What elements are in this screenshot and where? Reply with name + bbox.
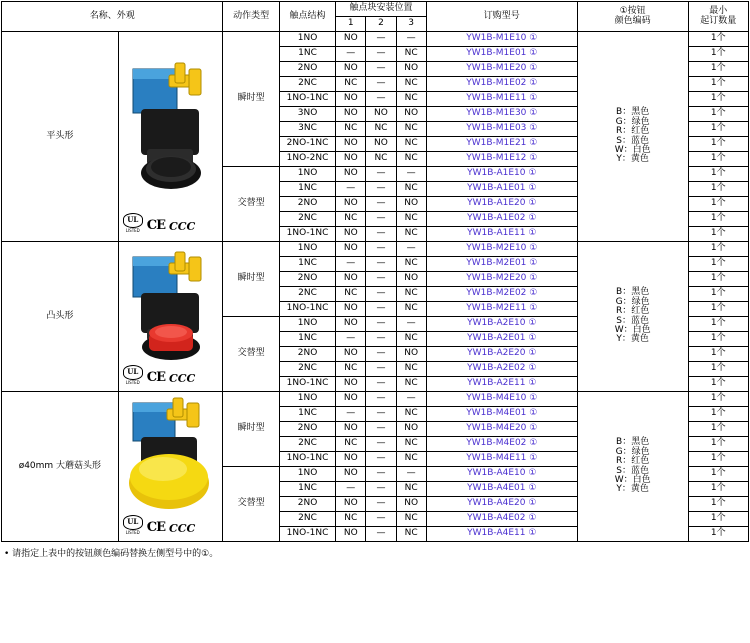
- contact-structure: 2NO: [279, 272, 335, 287]
- pos-2-value: —: [366, 212, 396, 227]
- pos-3-value: —: [396, 317, 426, 332]
- contact-structure: 2NC: [279, 77, 335, 92]
- color-code-list-2: [577, 242, 688, 392]
- pos-2-value: NC: [366, 152, 396, 167]
- header-pos-2: 2: [366, 17, 396, 32]
- pos-2-value: —: [366, 437, 396, 452]
- min-qty-value: 1个: [688, 227, 749, 242]
- ccc-icon: CCC: [169, 219, 196, 233]
- color-code-w: W：白色: [614, 324, 651, 335]
- pos-3-value: NC: [396, 182, 426, 197]
- color-code-b: B：黑色: [616, 107, 650, 118]
- pos-3-value: NC: [396, 257, 426, 272]
- contact-structure: 1NC: [279, 182, 335, 197]
- pos-2-value: —: [366, 167, 396, 182]
- product-spec-table: [1, 1, 749, 542]
- pos-2-value: —: [366, 257, 396, 272]
- order-model[interactable]: YW1B-A1E01 ①: [426, 182, 577, 197]
- pos-3-value: NC: [396, 362, 426, 377]
- pos-1-value: NO: [336, 527, 366, 542]
- min-qty-value: 1个: [688, 482, 749, 497]
- color-code-s: S：蓝色: [616, 465, 649, 476]
- order-model[interactable]: YW1B-A4E02 ①: [426, 512, 577, 527]
- pos-1-value: NO: [336, 167, 366, 182]
- ccc-icon: CCC: [169, 521, 196, 535]
- pos-3-value: NO: [396, 197, 426, 212]
- order-model[interactable]: YW1B-M4E20 ①: [426, 422, 577, 437]
- pos-2-value: NC: [366, 122, 396, 137]
- color-code-r: R：红色: [616, 306, 650, 317]
- table-row: [2, 242, 749, 257]
- color-code-y: Y：黄色: [616, 484, 649, 495]
- pos-1-value: NO: [336, 422, 366, 437]
- ul-icon: UL: [123, 213, 143, 228]
- pos-3-value: NC: [396, 437, 426, 452]
- order-model[interactable]: YW1B-M1E20 ①: [426, 62, 577, 77]
- pos-3-value: NO: [396, 107, 426, 122]
- pos-1-value: —: [336, 482, 366, 497]
- contact-structure: 2NO: [279, 197, 335, 212]
- pos-1-value: NO: [336, 62, 366, 77]
- order-model[interactable]: YW1B-A2E02 ①: [426, 362, 577, 377]
- contact-structure: 1NO: [279, 242, 335, 257]
- order-model[interactable]: YW1B-M4E01 ①: [426, 407, 577, 422]
- color-code-y: Y：黄色: [616, 334, 649, 345]
- pos-3-value: NO: [396, 347, 426, 362]
- color-code-y: Y：黄色: [616, 154, 649, 165]
- section-name-extended: 凸头形: [2, 242, 119, 392]
- header-mount-position: 触点块安装位置: [336, 2, 427, 17]
- pos-1-value: NO: [336, 152, 366, 167]
- pos-3-value: NC: [396, 452, 426, 467]
- pos-2-value: —: [366, 392, 396, 407]
- pos-3-value: —: [396, 167, 426, 182]
- pos-1-value: NO: [336, 377, 366, 392]
- color-code-g: G：绿色: [615, 446, 650, 457]
- contact-structure: 2NC: [279, 437, 335, 452]
- ul-icon: UL: [123, 515, 143, 530]
- contact-structure: 1NO-1NC: [279, 452, 335, 467]
- contact-structure: 1NC: [279, 47, 335, 62]
- pos-2-value: NO: [366, 137, 396, 152]
- pos-3-value: —: [396, 467, 426, 482]
- pos-3-value: NC: [396, 47, 426, 62]
- color-code-list-1: [577, 32, 688, 242]
- pos-1-value: NO: [336, 107, 366, 122]
- order-model[interactable]: YW1B-M4E10 ①: [426, 392, 577, 407]
- contact-structure: 1NO-1NC: [279, 227, 335, 242]
- contact-structure: 1NO: [279, 32, 335, 47]
- min-qty-value: 1个: [688, 122, 749, 137]
- min-qty-value: 1个: [688, 467, 749, 482]
- action-type-momentary-1: 瞬时型: [223, 32, 279, 167]
- header-min-qty: 最小 起订数量: [688, 2, 749, 32]
- min-qty-value: 1个: [688, 362, 749, 377]
- certification-marks: [123, 213, 196, 233]
- order-model[interactable]: YW1B-M1E03 ①: [426, 122, 577, 137]
- min-qty-value: 1个: [688, 212, 749, 227]
- action-type-momentary-3: 瞬时型: [223, 392, 279, 467]
- min-qty-value: 1个: [688, 107, 749, 122]
- pos-2-value: —: [366, 272, 396, 287]
- min-qty-value: 1个: [688, 317, 749, 332]
- ce-icon: CE: [146, 519, 166, 535]
- min-qty-value: 1个: [688, 92, 749, 107]
- pos-3-value: —: [396, 242, 426, 257]
- pos-2-value: —: [366, 362, 396, 377]
- pos-2-value: —: [366, 467, 396, 482]
- order-model[interactable]: YW1B-A2E20 ①: [426, 347, 577, 362]
- product-image-flush: [118, 32, 223, 242]
- pos-1-value: NO: [336, 392, 366, 407]
- order-model[interactable]: YW1B-A4E11 ①: [426, 527, 577, 542]
- order-model[interactable]: YW1B-A2E11 ①: [426, 377, 577, 392]
- min-qty-value: 1个: [688, 182, 749, 197]
- contact-structure: 1NO: [279, 167, 335, 182]
- pos-2-value: —: [366, 452, 396, 467]
- pos-1-value: NC: [336, 437, 366, 452]
- min-qty-value: 1个: [688, 197, 749, 212]
- color-code-r: R：红色: [616, 126, 650, 137]
- contact-structure: 2NO: [279, 497, 335, 512]
- pos-3-value: NC: [396, 332, 426, 347]
- contact-structure: 1NO-1NC: [279, 377, 335, 392]
- pos-1-value: NO: [336, 452, 366, 467]
- contact-structure: 3NO: [279, 107, 335, 122]
- order-model[interactable]: YW1B-M2E11 ①: [426, 302, 577, 317]
- pos-1-value: NO: [336, 302, 366, 317]
- order-model[interactable]: YW1B-A1E11 ①: [426, 227, 577, 242]
- min-qty-value: 1个: [688, 167, 749, 182]
- pos-3-value: NC: [396, 77, 426, 92]
- pos-1-value: NC: [336, 512, 366, 527]
- contact-structure: 2NO-1NC: [279, 137, 335, 152]
- pos-3-value: NC: [396, 122, 426, 137]
- color-code-b: B：黑色: [616, 287, 650, 298]
- pos-3-value: NC: [396, 152, 426, 167]
- color-code-w: W：白色: [614, 474, 651, 485]
- table-row: [2, 32, 749, 47]
- color-code-w: W：白色: [614, 144, 651, 155]
- pos-3-value: NC: [396, 227, 426, 242]
- contact-structure: 1NO-2NC: [279, 152, 335, 167]
- action-type-momentary-2: 瞬时型: [223, 242, 279, 317]
- pos-1-value: NO: [336, 197, 366, 212]
- contact-structure: 1NC: [279, 482, 335, 497]
- min-qty-value: 1个: [688, 347, 749, 362]
- pos-2-value: —: [366, 182, 396, 197]
- pos-2-value: —: [366, 92, 396, 107]
- pos-2-value: —: [366, 407, 396, 422]
- order-model[interactable]: YW1B-M4E11 ①: [426, 452, 577, 467]
- contact-structure: 1NO: [279, 467, 335, 482]
- pos-3-value: NC: [396, 377, 426, 392]
- contact-structure: 2NC: [279, 362, 335, 377]
- pos-3-value: NC: [396, 287, 426, 302]
- contact-structure: 2NC: [279, 212, 335, 227]
- min-qty-value: 1个: [688, 377, 749, 392]
- contact-structure: 1NC: [279, 332, 335, 347]
- order-model[interactable]: YW1B-M1E02 ①: [426, 77, 577, 92]
- pos-2-value: —: [366, 47, 396, 62]
- section-name-mushroom: ø40mm 大蘑菇头形: [2, 392, 119, 542]
- contact-structure: 1NO: [279, 392, 335, 407]
- header-pos-3: 3: [396, 17, 426, 32]
- min-qty-value: 1个: [688, 452, 749, 467]
- contact-structure: 1NO-1NC: [279, 302, 335, 317]
- ce-icon: CE: [146, 217, 166, 233]
- color-code-r: R：红色: [616, 456, 650, 467]
- pos-1-value: —: [336, 407, 366, 422]
- pos-3-value: NO: [396, 62, 426, 77]
- header-name-appearance: 名称、外观: [2, 2, 223, 32]
- order-model[interactable]: YW1B-A4E10 ①: [426, 467, 577, 482]
- pos-2-value: —: [366, 527, 396, 542]
- product-image-mushroom: [118, 392, 223, 542]
- ul-listed-label: LISTED: [125, 529, 140, 535]
- pos-1-value: NO: [336, 317, 366, 332]
- pos-1-value: NO: [336, 497, 366, 512]
- pos-3-value: NC: [396, 527, 426, 542]
- pos-3-value: NO: [396, 422, 426, 437]
- pos-1-value: NO: [336, 242, 366, 257]
- order-model[interactable]: YW1B-M1E30 ①: [426, 107, 577, 122]
- contact-structure: 1NO-1NC: [279, 527, 335, 542]
- contact-structure: 2NO: [279, 347, 335, 362]
- pos-2-value: —: [366, 422, 396, 437]
- pos-1-value: —: [336, 257, 366, 272]
- pos-1-value: NO: [336, 92, 366, 107]
- order-model[interactable]: YW1B-M2E01 ①: [426, 257, 577, 272]
- min-qty-value: 1个: [688, 47, 749, 62]
- min-qty-value: 1个: [688, 512, 749, 527]
- pos-1-value: NC: [336, 362, 366, 377]
- pos-2-value: —: [366, 197, 396, 212]
- min-qty-value: 1个: [688, 302, 749, 317]
- contact-structure: 1NC: [279, 407, 335, 422]
- pos-1-value: NO: [336, 272, 366, 287]
- min-qty-value: 1个: [688, 32, 749, 47]
- pos-1-value: NO: [336, 347, 366, 362]
- pos-3-value: NC: [396, 482, 426, 497]
- ccc-icon: CCC: [169, 371, 196, 385]
- order-model[interactable]: YW1B-A4E01 ①: [426, 482, 577, 497]
- order-model[interactable]: YW1B-M1E21 ①: [426, 137, 577, 152]
- min-qty-value: 1个: [688, 257, 749, 272]
- color-code-s: S：蓝色: [616, 315, 649, 326]
- pos-1-value: NC: [336, 122, 366, 137]
- min-qty-value: 1个: [688, 287, 749, 302]
- contact-structure: 1NC: [279, 257, 335, 272]
- order-model[interactable]: YW1B-M1E11 ①: [426, 92, 577, 107]
- contact-structure: 2NC: [279, 512, 335, 527]
- footnote: • 请指定上表中的按钮颜色编码替换左侧型号中的①。: [4, 549, 219, 559]
- action-type-alternate-1: 交替型: [223, 167, 279, 242]
- min-qty-value: 1个: [688, 62, 749, 77]
- header-pos-1: 1: [336, 17, 366, 32]
- header-contact-structure: 触点结构: [279, 2, 335, 32]
- order-model[interactable]: YW1B-M2E10 ①: [426, 242, 577, 257]
- pos-3-value: NC: [396, 212, 426, 227]
- header-button-color-code: ①按钮 颜色编码: [577, 2, 688, 32]
- pos-2-value: —: [366, 242, 396, 257]
- min-qty-value: 1个: [688, 242, 749, 257]
- order-model[interactable]: YW1B-A1E02 ①: [426, 212, 577, 227]
- order-model[interactable]: YW1B-M1E10 ①: [426, 32, 577, 47]
- ce-icon: CE: [146, 369, 166, 385]
- min-qty-value: 1个: [688, 272, 749, 287]
- pos-2-value: —: [366, 77, 396, 92]
- header-order-model: 订购型号: [426, 2, 577, 32]
- order-model[interactable]: YW1B-A2E01 ①: [426, 332, 577, 347]
- pos-2-value: —: [366, 32, 396, 47]
- min-qty-value: 1个: [688, 137, 749, 152]
- pos-3-value: NO: [396, 497, 426, 512]
- pos-3-value: —: [396, 392, 426, 407]
- order-model[interactable]: YW1B-M1E01 ①: [426, 47, 577, 62]
- pos-1-value: NC: [336, 287, 366, 302]
- pos-2-value: —: [366, 347, 396, 362]
- pos-1-value: —: [336, 47, 366, 62]
- pos-2-value: —: [366, 377, 396, 392]
- min-qty-value: 1个: [688, 152, 749, 167]
- action-type-alternate-3: 交替型: [223, 467, 279, 542]
- min-qty-value: 1个: [688, 422, 749, 437]
- pos-2-value: —: [366, 482, 396, 497]
- pos-2-value: —: [366, 317, 396, 332]
- contact-structure: 1NO-1NC: [279, 92, 335, 107]
- pos-3-value: NC: [396, 137, 426, 152]
- pos-1-value: —: [336, 332, 366, 347]
- color-code-g: G：绿色: [615, 116, 650, 127]
- certification-marks: [123, 365, 196, 385]
- certification-marks: [123, 515, 196, 535]
- pos-2-value: —: [366, 497, 396, 512]
- pos-1-value: NO: [336, 227, 366, 242]
- order-model[interactable]: YW1B-A1E20 ①: [426, 197, 577, 212]
- header-action-type: 动作类型: [223, 2, 279, 32]
- ul-listed-label: LISTED: [125, 379, 140, 385]
- pos-1-value: NO: [336, 467, 366, 482]
- pos-1-value: NO: [336, 32, 366, 47]
- ul-icon: UL: [123, 365, 143, 380]
- contact-structure: 2NO: [279, 62, 335, 77]
- min-qty-value: 1个: [688, 392, 749, 407]
- pos-2-value: —: [366, 227, 396, 242]
- min-qty-value: 1个: [688, 527, 749, 542]
- contact-structure: 2NC: [279, 287, 335, 302]
- min-qty-value: 1个: [688, 332, 749, 347]
- pos-1-value: NC: [336, 212, 366, 227]
- table-header-row: [2, 2, 749, 17]
- contact-structure: 3NC: [279, 122, 335, 137]
- min-qty-value: 1个: [688, 77, 749, 92]
- pos-3-value: NC: [396, 407, 426, 422]
- pos-2-value: NO: [366, 107, 396, 122]
- pos-3-value: NO: [396, 272, 426, 287]
- pos-2-value: —: [366, 62, 396, 77]
- pos-3-value: NC: [396, 92, 426, 107]
- pos-3-value: NC: [396, 302, 426, 317]
- order-model[interactable]: YW1B-A4E20 ①: [426, 497, 577, 512]
- order-model[interactable]: YW1B-M4E02 ①: [426, 437, 577, 452]
- color-code-list-3: [577, 392, 688, 542]
- pos-2-value: —: [366, 512, 396, 527]
- table-row: [2, 392, 749, 407]
- order-model[interactable]: YW1B-A2E10 ①: [426, 317, 577, 332]
- ul-listed-label: LISTED: [125, 227, 140, 233]
- pos-1-value: NO: [336, 137, 366, 152]
- color-code-s: S：蓝色: [616, 135, 649, 146]
- order-model[interactable]: YW1B-M1E12 ①: [426, 152, 577, 167]
- action-type-alternate-2: 交替型: [223, 317, 279, 392]
- contact-structure: 1NO: [279, 317, 335, 332]
- min-qty-value: 1个: [688, 497, 749, 512]
- pos-3-value: —: [396, 32, 426, 47]
- pos-3-value: NC: [396, 512, 426, 527]
- min-qty-value: 1个: [688, 437, 749, 452]
- min-qty-value: 1个: [688, 407, 749, 422]
- order-model[interactable]: YW1B-M2E20 ①: [426, 272, 577, 287]
- pos-1-value: NC: [336, 77, 366, 92]
- pos-2-value: —: [366, 332, 396, 347]
- order-model[interactable]: YW1B-M2E02 ①: [426, 287, 577, 302]
- color-code-g: G：绿色: [615, 296, 650, 307]
- pos-1-value: —: [336, 182, 366, 197]
- order-model[interactable]: YW1B-A1E10 ①: [426, 167, 577, 182]
- product-image-extended: [118, 242, 223, 392]
- pos-2-value: —: [366, 287, 396, 302]
- pos-2-value: —: [366, 302, 396, 317]
- contact-structure: 2NO: [279, 422, 335, 437]
- section-name-flush: 平头形: [2, 32, 119, 242]
- color-code-b: B：黑色: [616, 437, 650, 448]
